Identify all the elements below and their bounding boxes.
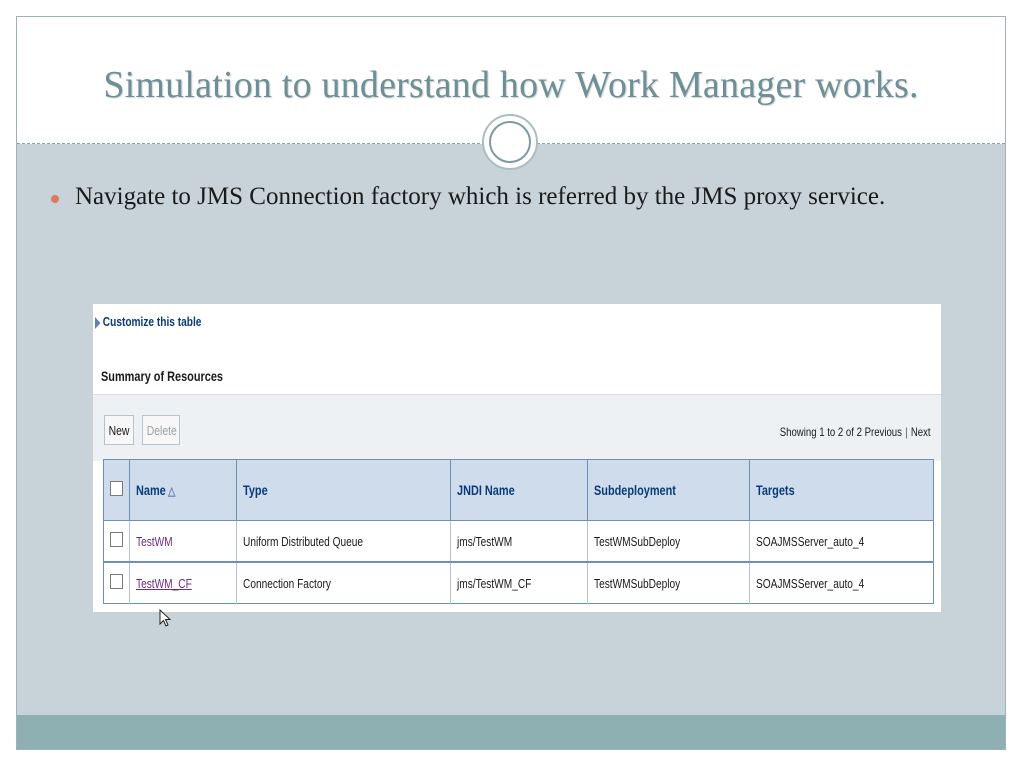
resource-type: Connection Factory [243, 575, 331, 591]
col-header-jndi[interactable]: JNDI Name [457, 482, 515, 498]
customize-table-link[interactable]: Customize this table [95, 314, 201, 329]
table-row [104, 562, 934, 604]
resource-targets: SOAJMSServer_auto_4 [756, 575, 865, 591]
col-header-subdeployment[interactable]: Subdeployment [594, 482, 676, 498]
bullet-text: Navigate to JMS Connection factory which is referred by the JMS proxy service. [75, 183, 886, 210]
delete-button[interactable]: Delete [142, 415, 180, 445]
resource-subdeployment: TestWMSubDeploy [594, 533, 681, 549]
slide [16, 16, 1006, 750]
resource-jndi: jms/TestWM_CF [457, 575, 532, 591]
table-header-row [104, 460, 934, 521]
console-screenshot [93, 304, 941, 612]
new-button[interactable]: New [104, 415, 134, 445]
footer-bar [17, 715, 1005, 749]
bullet-dot-icon [51, 195, 59, 203]
resource-name-link[interactable]: TestWM_CF [136, 575, 192, 591]
resource-type: Uniform Distributed Queue [243, 533, 364, 549]
resource-targets: SOAJMSServer_auto_4 [756, 533, 865, 549]
col-header-targets[interactable]: Targets [756, 482, 795, 498]
resource-jndi: jms/TestWM [457, 533, 513, 549]
ring-ornament-icon [482, 114, 538, 170]
row-checkbox[interactable] [110, 574, 123, 589]
sort-ascending-icon: △ [168, 484, 176, 498]
next-link[interactable]: Next [911, 425, 931, 439]
previous-link[interactable]: Previous [865, 425, 903, 439]
resource-name-link[interactable]: TestWM [136, 533, 173, 549]
paging-status: Showing 1 to 2 of 2 [780, 425, 863, 439]
select-all-checkbox[interactable] [110, 481, 123, 496]
resources-table [103, 459, 934, 604]
col-header-type[interactable]: Type [243, 482, 268, 498]
row-checkbox[interactable] [110, 532, 123, 547]
summary-heading: Summary of Resources [101, 368, 223, 384]
col-header-name[interactable]: Name △ [136, 482, 176, 498]
triangle-right-icon [95, 317, 100, 329]
table-row [104, 521, 934, 563]
slide-title: Simulation to understand how Work Manager works. [103, 64, 919, 106]
resource-subdeployment: TestWMSubDeploy [594, 575, 681, 591]
paging-info: Showing 1 to 2 of 2 Previous | Next [780, 425, 931, 439]
table-toolbar [93, 394, 941, 461]
